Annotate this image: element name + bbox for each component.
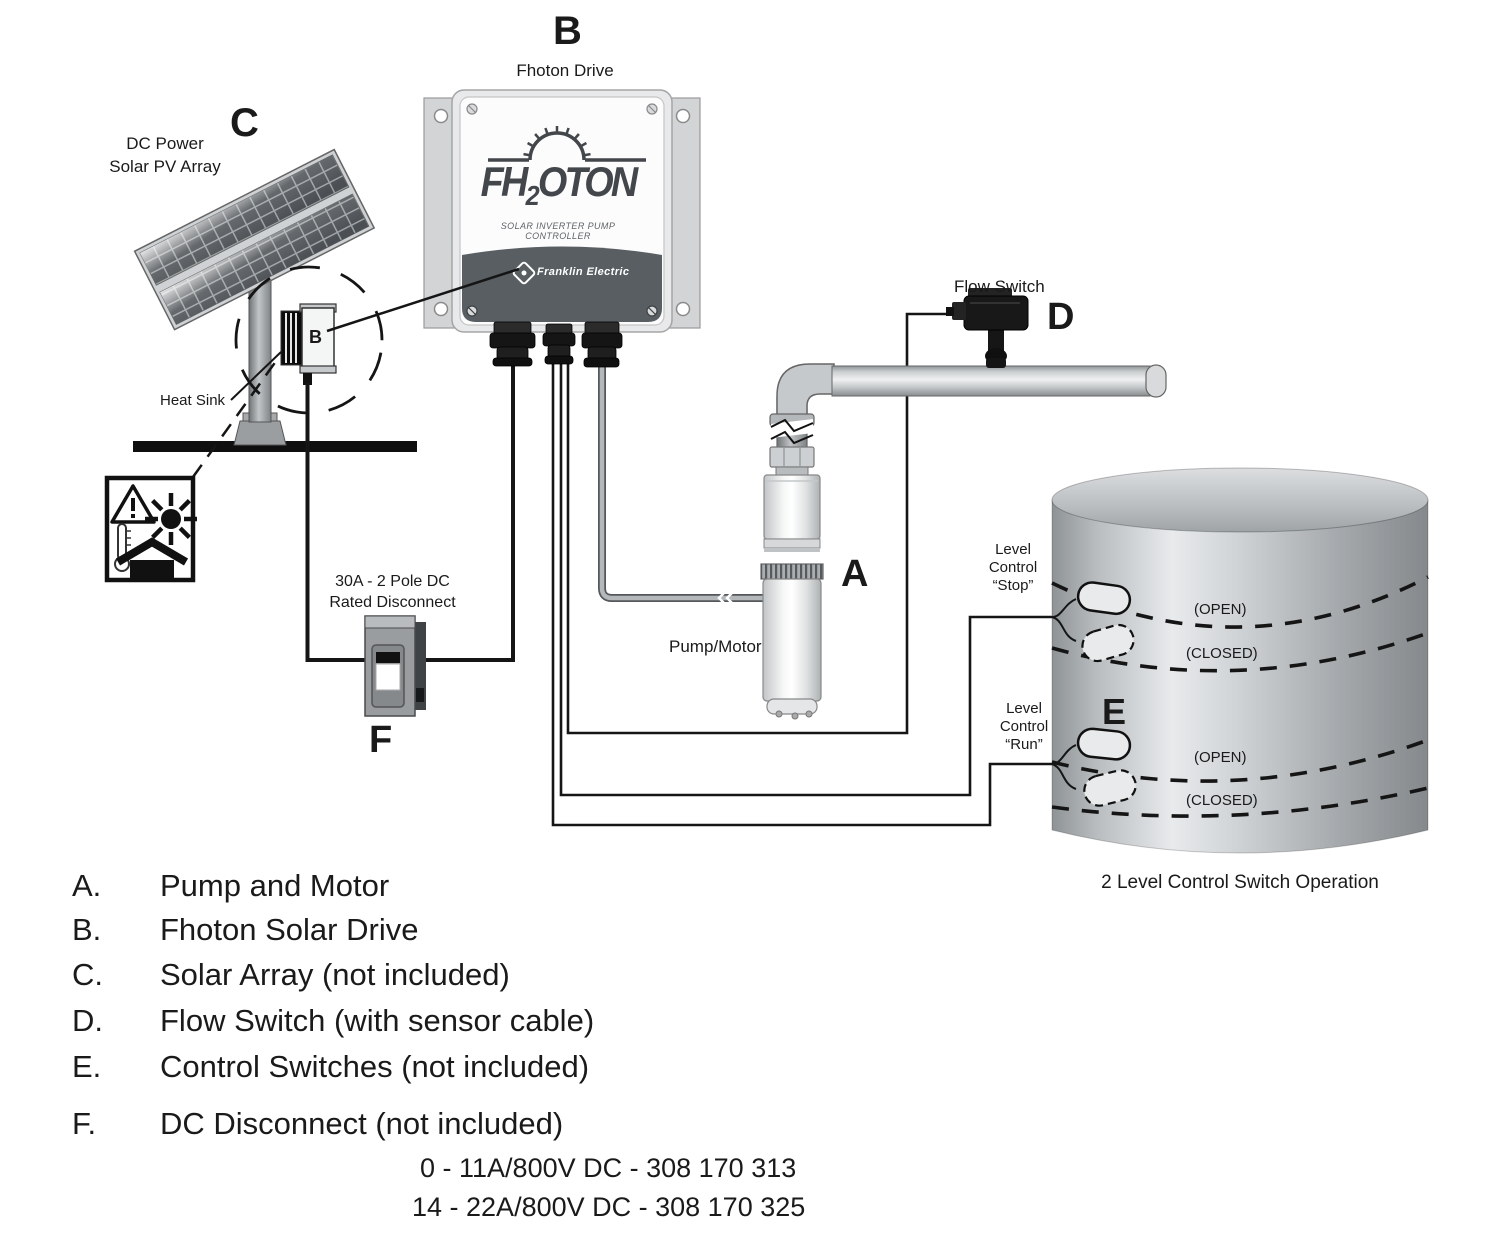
- tank-caption: 2 Level Control Switch Operation: [1101, 872, 1379, 893]
- legend-row-e: E. Control Switches (not included): [72, 1049, 590, 1084]
- upper-open-label: (OPEN): [1194, 601, 1247, 618]
- part-number-line-1: 0 - 11A/800V DC - 308 170 313: [420, 1153, 797, 1183]
- pipe-end-cap: [1146, 365, 1166, 397]
- pump-motor-label: Pump/Motor: [669, 637, 762, 656]
- solar-caption-line1: DC Power: [126, 134, 204, 153]
- disconnect-label: [300, 571, 485, 613]
- pole-base: [234, 421, 286, 445]
- solar-caption-line2: Solar PV Array: [109, 157, 221, 176]
- upper-closed-label: (CLOSED): [1186, 645, 1258, 662]
- label-letter-d: D: [1047, 296, 1075, 338]
- disconnect-label-line2: Rated Disconnect: [329, 594, 456, 611]
- legend-row-a: A. Pump and Motor: [72, 868, 390, 903]
- lower-closed-label: (CLOSED): [1186, 792, 1258, 809]
- flow-switch-label: Flow Switch: [954, 277, 1045, 296]
- pole-box-letter: B: [309, 327, 322, 347]
- pipe-elbow: [777, 364, 834, 420]
- pump-motor-cable: [602, 345, 764, 605]
- lower-open-label: (OPEN): [1194, 749, 1247, 766]
- legend-row-b: B. Fhoton Solar Drive: [72, 912, 419, 947]
- pump-motor-unit: [761, 447, 823, 719]
- level-control-run-label: Level Control “Run”: [999, 700, 1049, 753]
- sun-icon: [145, 493, 197, 545]
- heat-sink-label: Heat Sink: [160, 392, 226, 409]
- label-letter-f: F: [369, 719, 393, 761]
- franklin-brand-text: Franklin Electric: [537, 266, 630, 278]
- level-control-stop-label: Level Control “Stop”: [988, 541, 1038, 594]
- legend-row-f: F. DC Disconnect (not included): [72, 1106, 564, 1141]
- flow-switch-device: [946, 288, 1028, 368]
- solar-assembly: [107, 150, 417, 580]
- label-letter-b: B: [553, 9, 582, 53]
- discharge-piping: [770, 364, 1166, 450]
- cable-glands: [490, 322, 622, 367]
- run-float-open: [1077, 727, 1132, 760]
- disconnect-label-line1: 30A - 2 Pole DC: [335, 573, 450, 590]
- dc-disconnect-switch: [365, 616, 426, 716]
- label-letter-c: C: [230, 101, 259, 145]
- label-letter-a: A: [841, 553, 869, 595]
- drive-caption: Fhoton Drive: [516, 61, 614, 80]
- horizontal-pipe: [832, 366, 1150, 396]
- legend-row-c: C. Solar Array (not included): [72, 957, 510, 992]
- fhoton-logo-text: $FH_2OTON$: [480, 158, 636, 211]
- drive-dark-band: [462, 247, 662, 323]
- solar-caption: [70, 132, 260, 178]
- legend-row-d: D. Flow Switch (with sensor cable): [72, 1003, 595, 1038]
- label-letter-e: E: [1102, 691, 1127, 732]
- fhoton-logo-subtitle: SOLAR INVERTER PUMP CONTROLLER: [500, 221, 616, 241]
- part-number-line-2: 14 - 22A/800V DC - 308 170 325: [412, 1192, 806, 1222]
- heat-warning-icon: [107, 478, 197, 580]
